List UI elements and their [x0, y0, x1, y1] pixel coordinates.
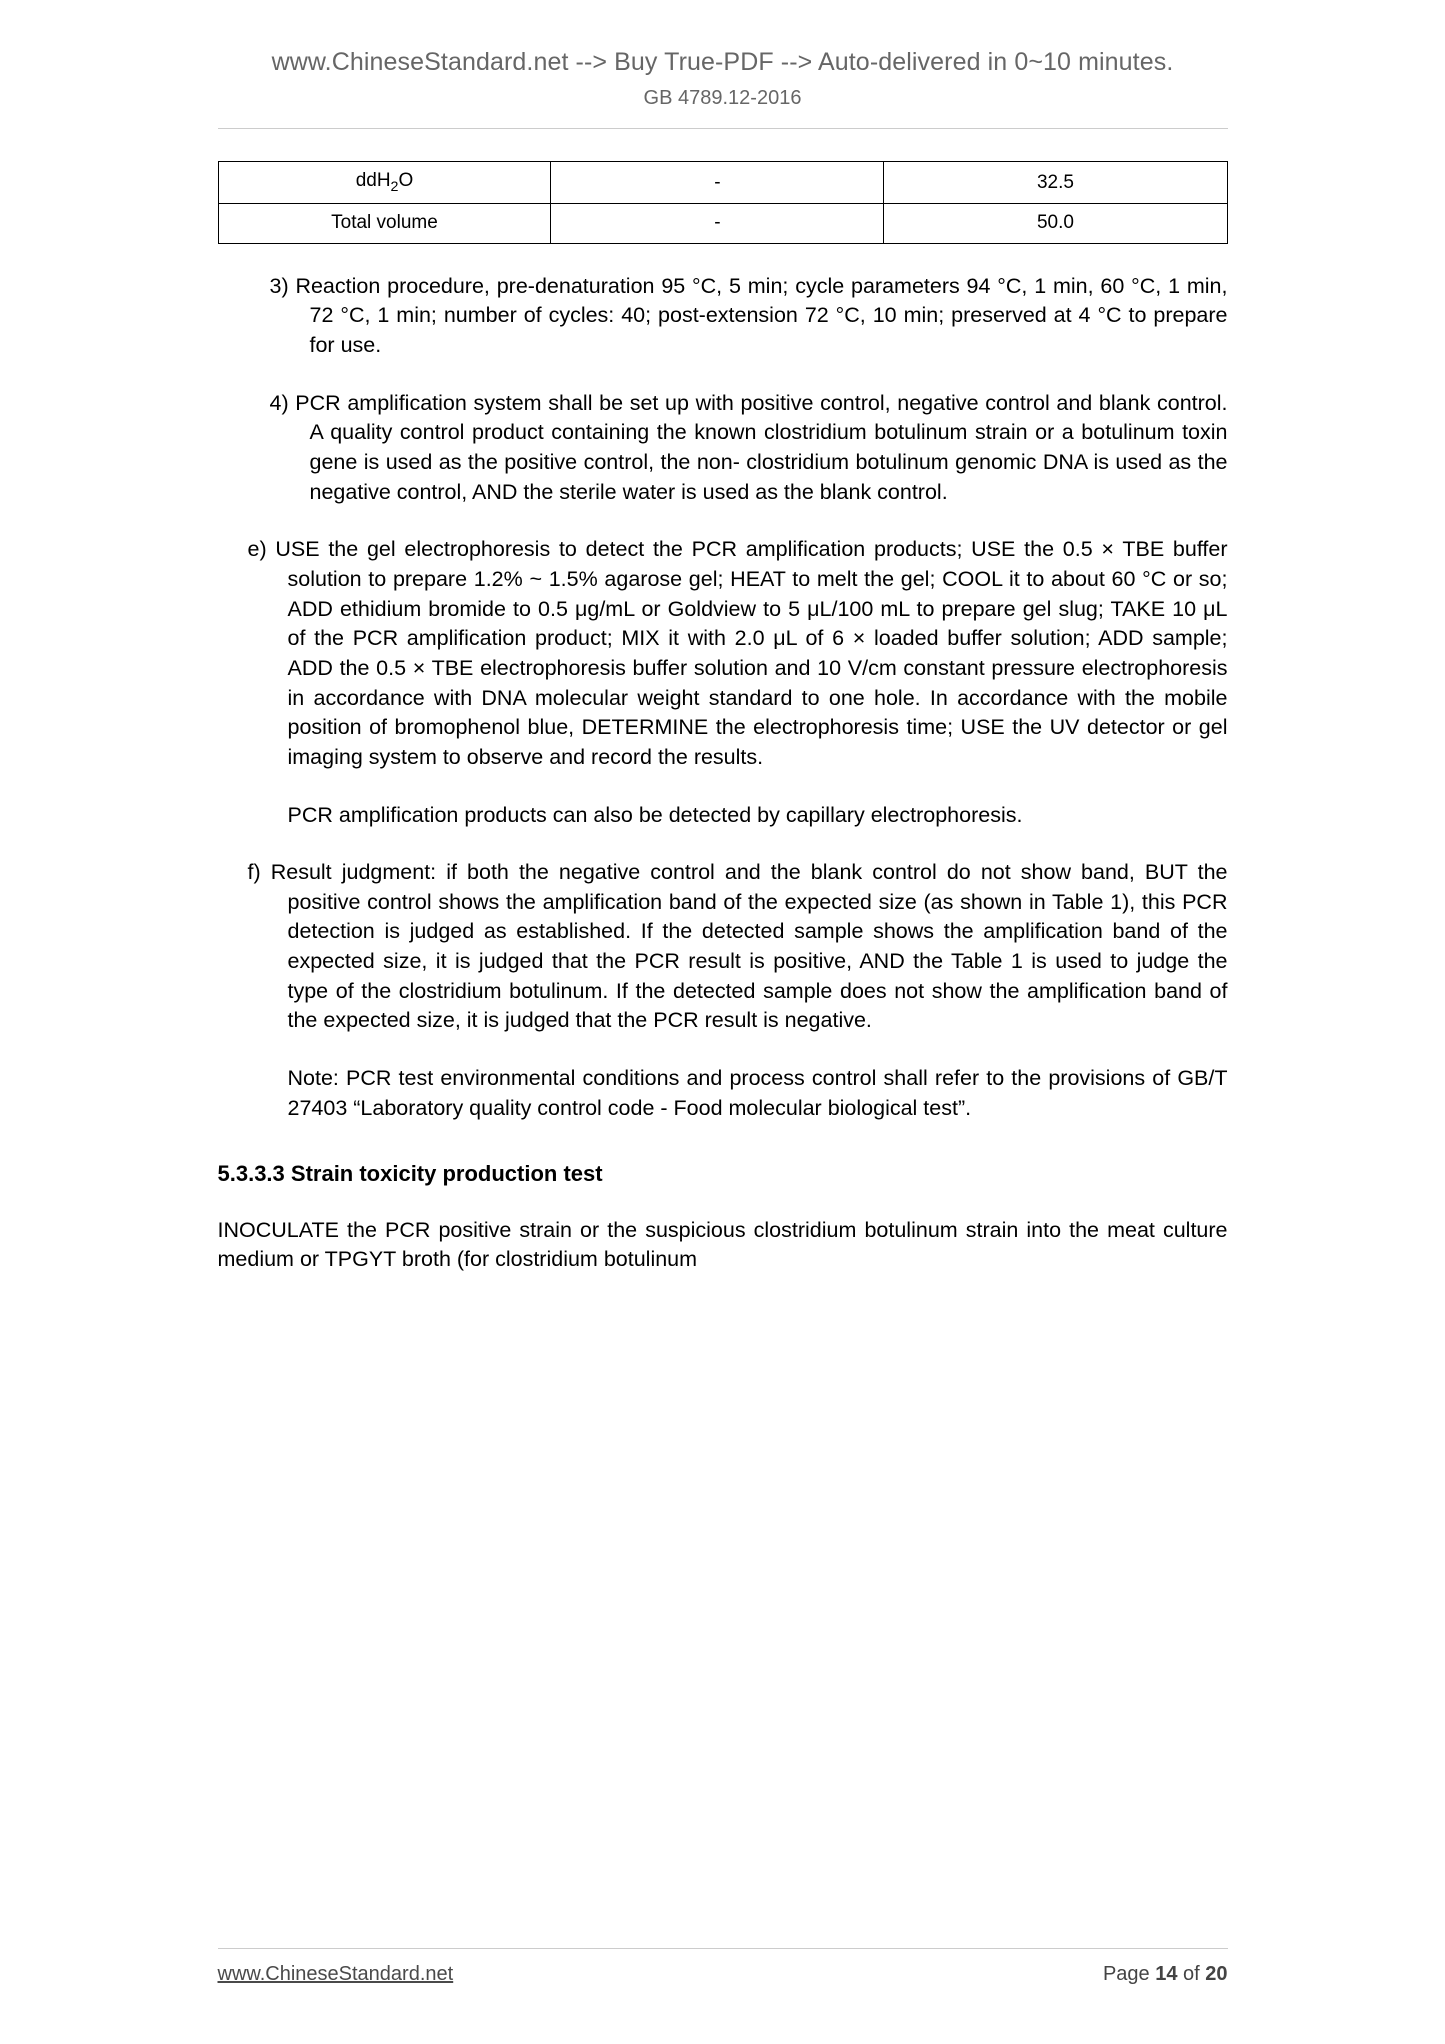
promo-text: www.ChineseStandard.net --> Buy True-PDF --> Auto-delivered in 0~10 minutes.: [271, 48, 1174, 76]
section-body: INOCULATE the PCR positive strain or the suspicious clostridium botulinum strain into the meat culture medium or TPGYT broth (for clostridium botulinum: [217, 1217, 1228, 1272]
page-of: of: [1177, 1963, 1206, 1985]
table-cell-name: ddH$_2$O: [218, 162, 551, 204]
standard-code: GB 4789.12-2016: [643, 87, 802, 109]
paragraph-item-3: 3) Reaction procedure, pre-denaturation 95 °C, 5 min; cycle parameters 94 °C, 1 min, 60 °C, 1 min, 72 °C, 1 min; number of cycles: 40; post-extension 72 °C, 10 min; preserved at 4 °C to prepare for use.: [269, 273, 1228, 357]
parameters-table: [218, 161, 1228, 244]
paragraph-item-e: e) USE the gel electrophoresis to detect the PCR amplification products; USE the 0.5 × TBE buffer solution to prepare 1.2% ~ 1.5% agarose gel; HEAT to melt the gel; COOL it to about 60 °C or so; ADD ethidium bromide to 0.5 μg/mL or Goldview to 5 μL/100 mL to prepare gel slug; TAKE 10 μL of the PCR amplification product; MIX it with 2.0 μL of 6 × loaded buffer solution; ADD sample; ADD the 0.5 × TBE electrophoresis buffer solution and 10 V/cm constant pressure electrophoresis in accordance with DNA molecular weight standard to one hole. In accordance with the mobile position of bromophenol blue, DETERMINE the electrophoresis time; USE the UV detector or gel imaging system to observe and record the results.: [247, 537, 1228, 769]
section-heading: 5.3.3.3 Strain toxicity production test: [217, 1161, 603, 1187]
page-number-label: [1103, 1963, 1228, 1986]
paragraph-note: Note: PCR test environmental conditions and process control shall refer to the provisions of GB/T 27403 “Laboratory quality control code - Food molecular biological test”.: [287, 1066, 1228, 1120]
page-footer: [0, 1948, 1445, 1986]
paragraph-item-f: f) Result judgment: if both the negative control and the blank control do not show band, BUT the positive control shows the amplification band of the expected size (as shown in Table 1), this PCR detection is judged as established. If the detected sample shows the amplification band of the expected size, it is judged that the PCR result is positive, AND the Table 1 is used to judge the type of the clostridium botulinum. If the detected sample does not show the amplification band of the expected size, it is judged that the PCR result is negative.: [247, 860, 1228, 1033]
page-content: [218, 129, 1228, 1275]
table-cell-value: 32.5: [884, 162, 1227, 204]
table-cell-name: Total volume: [218, 204, 551, 243]
table-cell-mid: -: [551, 162, 884, 204]
table-row: [218, 204, 1227, 243]
page-total: 20: [1205, 1963, 1228, 1985]
page-current: 14: [1155, 1963, 1178, 1985]
page-prefix: Page: [1102, 1963, 1156, 1985]
footer-divider: [218, 1948, 1228, 1949]
paragraph-item-4: 4) PCR amplification system shall be set up with positive control, negative control and blank control. A quality control product containing the known clostridium botulinum strain or a botulinum toxin gene is used as the positive control, the non- clostridium botulinum genomic DNA is used as the negative control, AND the sterile water is used as the blank control.: [269, 390, 1228, 504]
page-header: [0, 0, 1445, 110]
table-cell-value: 50.0: [884, 204, 1227, 243]
table-cell-mid: -: [551, 204, 884, 243]
table-row: [218, 162, 1227, 204]
paragraph-item-e-note: PCR amplification products can also be detected by capillary electrophoresis.: [287, 802, 1023, 827]
footer-site-link[interactable]: www.ChineseStandard.net: [217, 1963, 454, 1985]
